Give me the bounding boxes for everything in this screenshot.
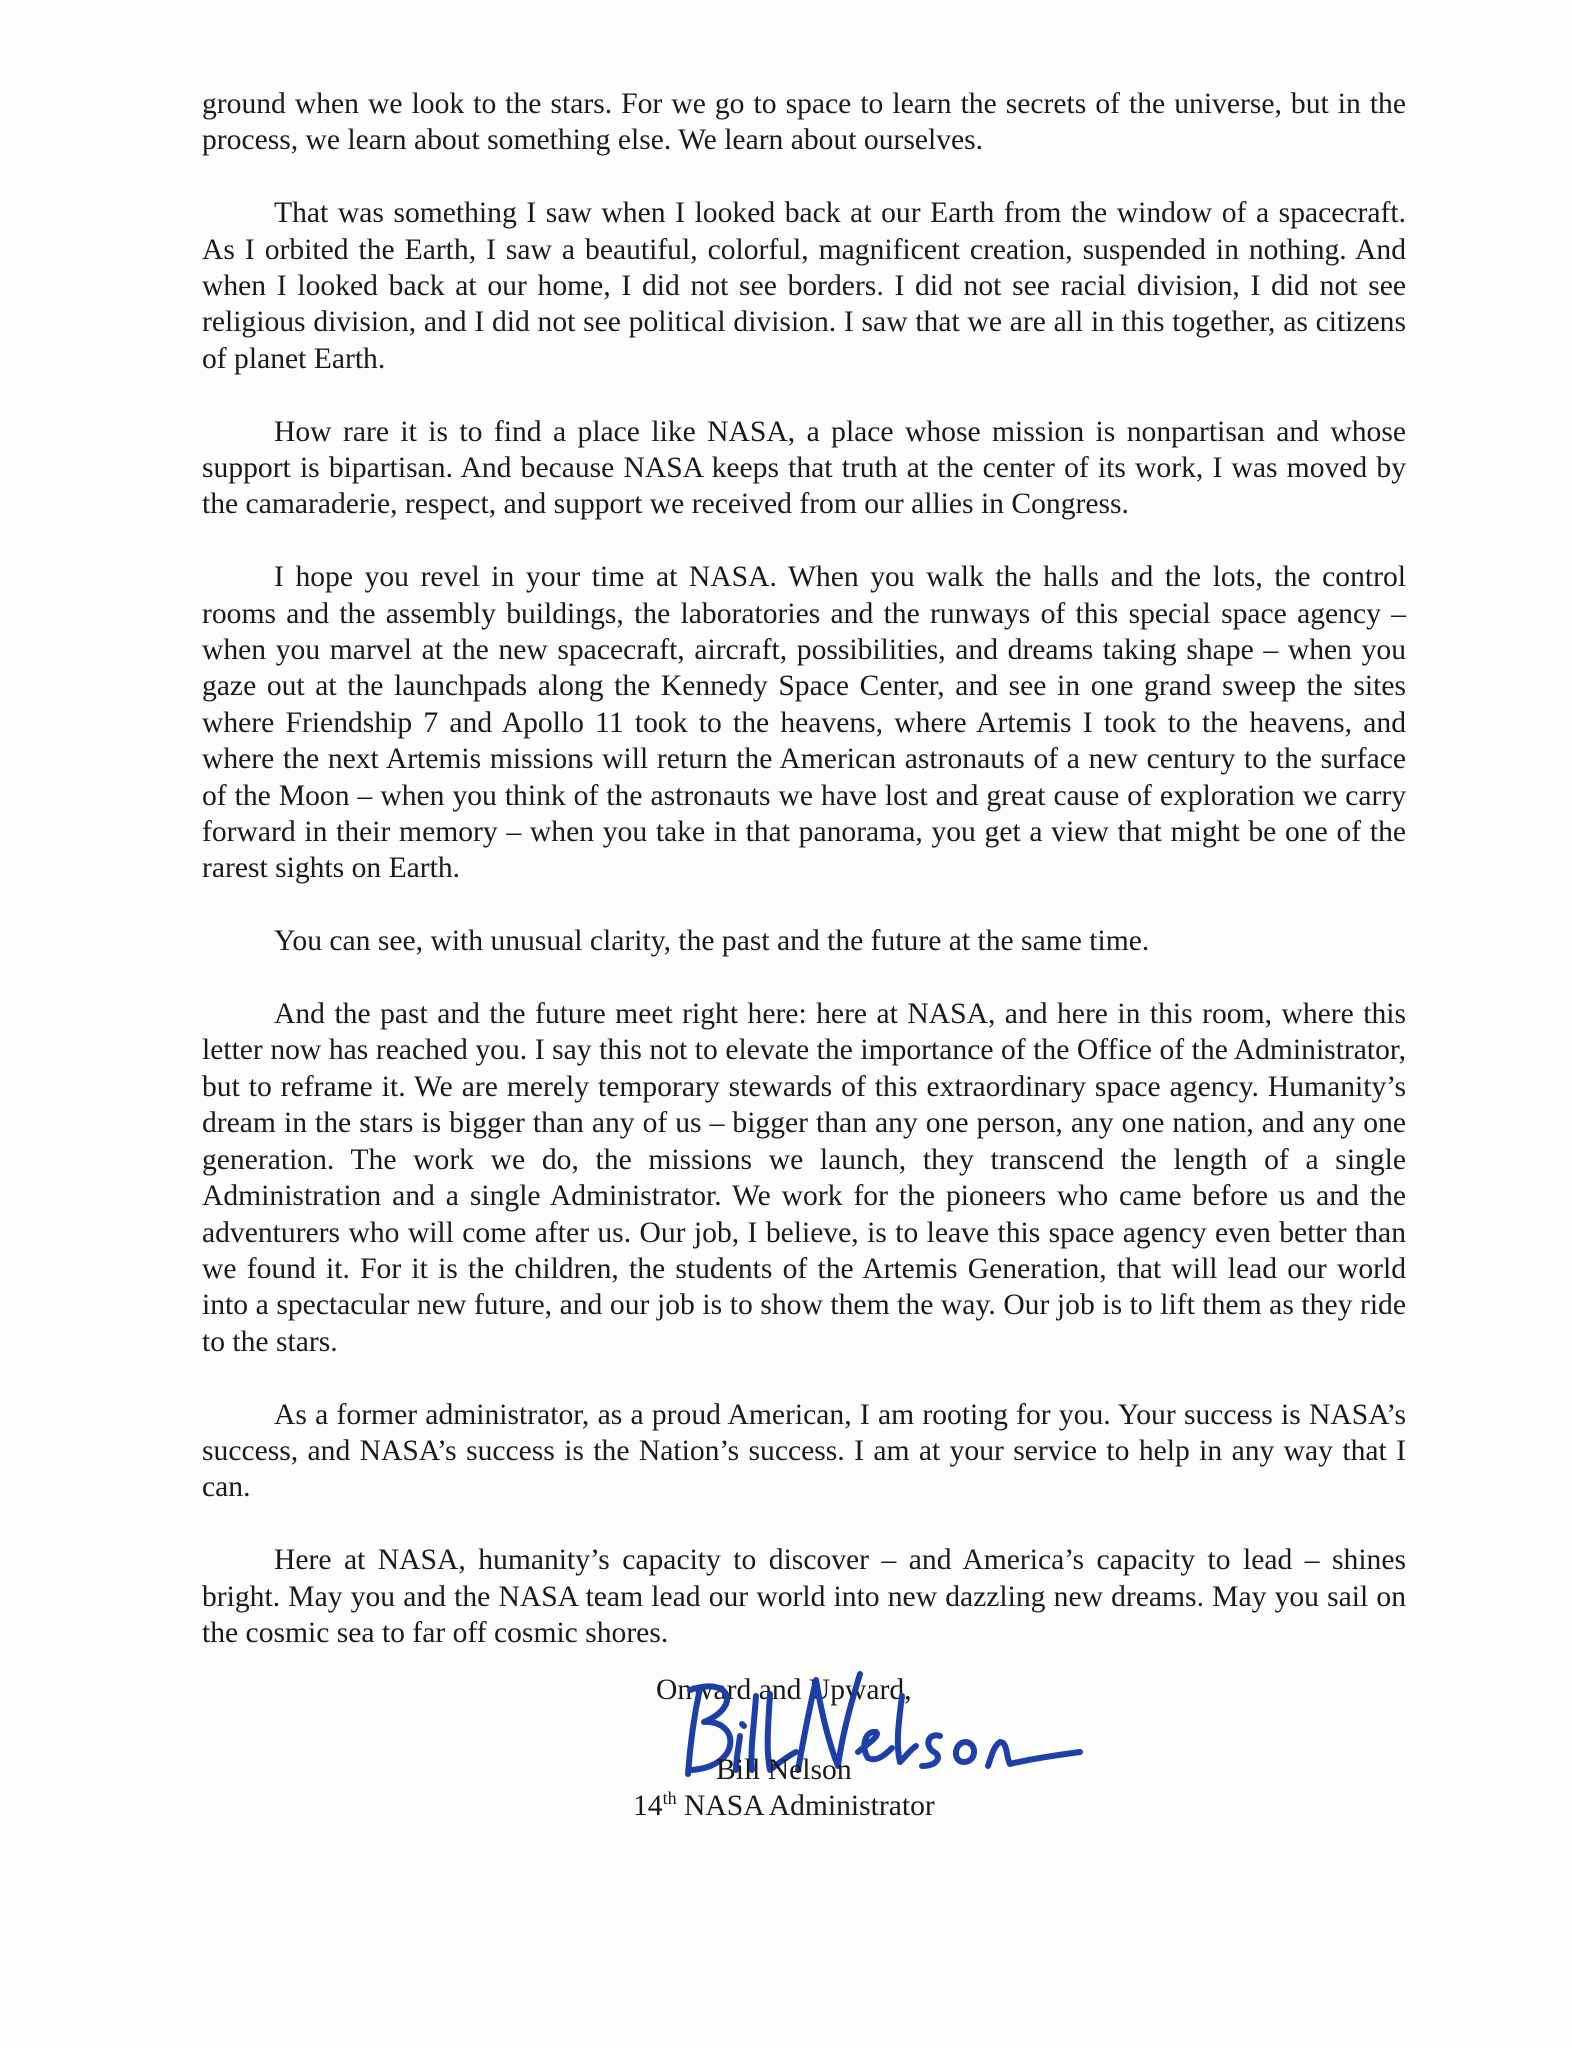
- paragraph-2: That was something I saw when I looked back at our Earth from the window of a spacecraft. As I orbited the Earth, I saw a beautiful, colorful, magnificent creation, suspended in nothing. And when I looked back at our home, I did not see borders. I did not see racial division, I did not see religious division, and I did not see political division. I saw that we are all in this together, as citizens of planet Earth.: [202, 197, 1406, 375]
- paragraph-3: How rare it is to find a place like NASA, a place whose mission is nonpartisan and whose support is bipartisan. And because NASA keeps that truth at the center of its work, I was moved by the camaraderie, respect, and support we received from our allies in Congress.: [202, 415, 1406, 521]
- signer-name: Bill Nelson: [716, 1754, 852, 1786]
- paragraph-8: Here at NASA, humanity’s capacity to discover – and America’s capacity to lead – shines bright. May you and the NASA team lead our world into new dazzling new dreams. May you sail on the cosmic sea to far off cosmic shores.: [202, 1544, 1406, 1649]
- letter-body: [202, 86, 1406, 1688]
- paragraph-1: ground when we look to the stars. For we go to space to learn the secrets of the universe, but in the process, we learn about something else. We learn about ourselves.: [202, 88, 1406, 157]
- signer-title: 14th NASA Administrator: [633, 1788, 935, 1822]
- paragraph-6: And the past and the future meet right here: here at NASA, and here in this room, where this letter now has reached you. I say this not to elevate the importance of the Office of the Administrator, but to reframe it. We are merely temporary stewards of this extraordinary space agency. Humanity’s dream in the stars is bigger than any of us – bigger than any one person, any one nation, and any one generation. The work we do, the missions we launch, they transcend the length of a single Administration and a single Administrator. We work for the pioneers who came before us and the adventurers who will come after us. Our job, I believe, is to leave this space agency even better than we found it. For it is the children, the students of the Artemis Generation, that will lead our world into a spectacular new future, and our job is to show them the way. Our job is to lift them as they ride to the stars.: [202, 998, 1406, 1358]
- paragraph-7: As a former administrator, as a proud American, I am rooting for you. Your success is NASA’s success, and NASA’s success is the Nation’s success. I am at your service to help in any way that I can.: [202, 1398, 1406, 1504]
- closing-line: Onward and Upward,: [656, 1674, 912, 1706]
- paragraph-5: You can see, with unusual clarity, the past and the future at the same time.: [274, 925, 1150, 958]
- paragraph-4: I hope you revel in your time at NASA. When you walk the halls and the lots, the control rooms and the assembly buildings, the laboratories and the runways of this special space agency – when you marvel at the new spacecraft, aircraft, possibilities, and dreams taking shape – when you gaze out at the launchpads along the Kennedy Space Center, and see in one grand sweep the sites where Friendship 7 and Apollo 11 took to the heavens, where Artemis I took to the heavens, and where the next Artemis missions will return the American astronauts of a new century to the surface of the Moon – when you think of the astronauts we have lost and great cause of exploration we carry forward in their memory – when you take in that panorama, you get a view that might be one of the rarest sights on Earth.: [202, 561, 1406, 885]
